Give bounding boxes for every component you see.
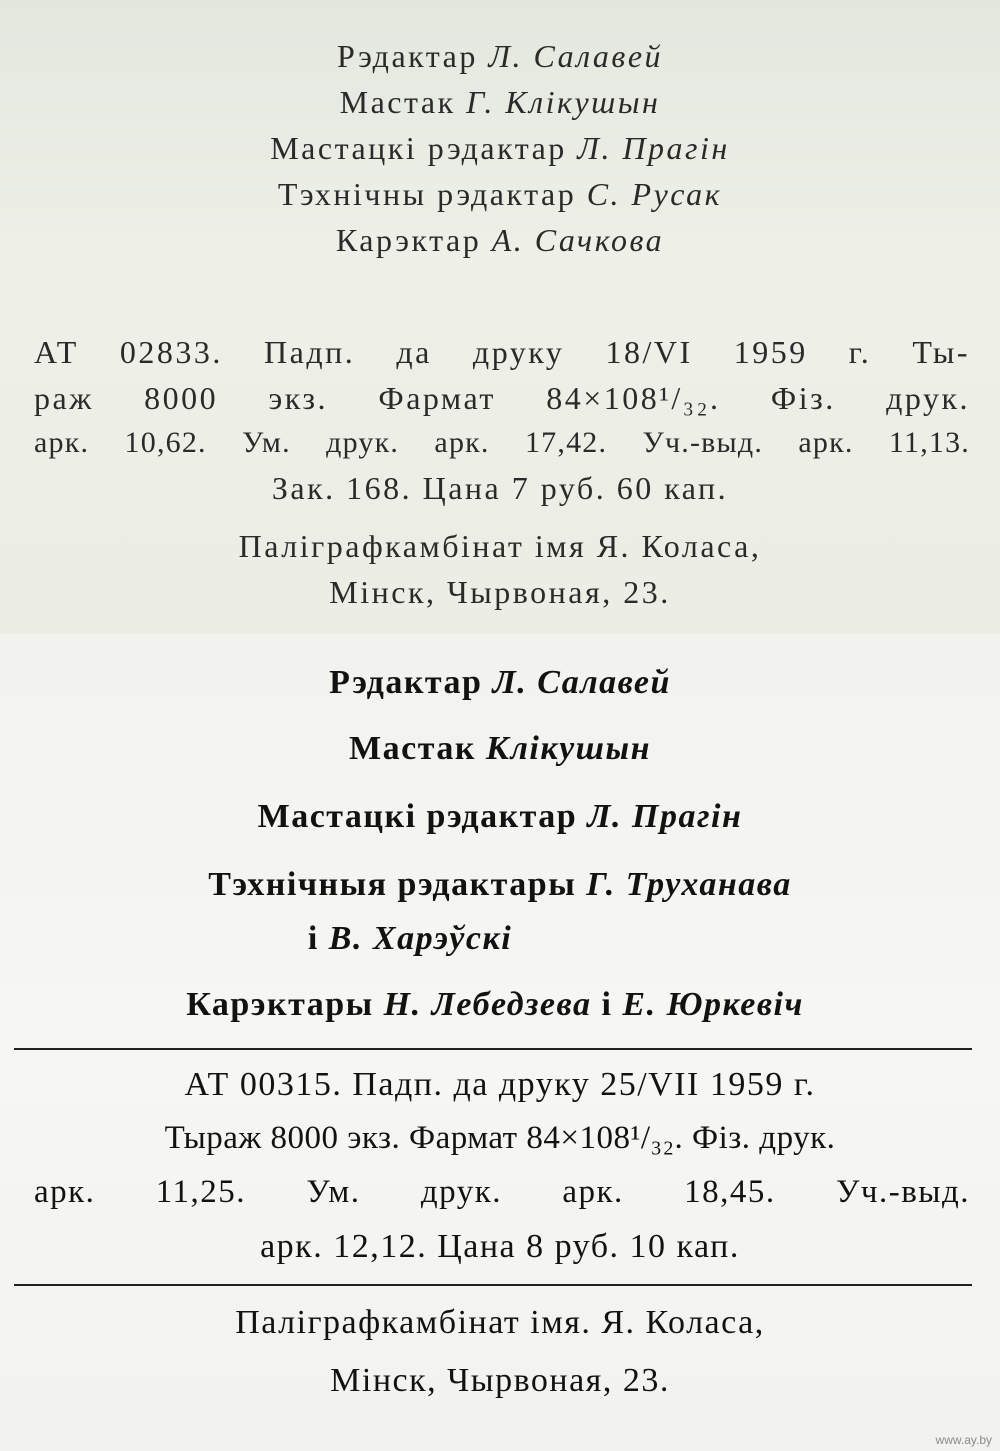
watermark: www.ay.by [935,1433,992,1447]
credit-role: Рэдактар [336,38,478,74]
credit-artist [0,84,1000,121]
credit-role: і [601,986,613,1023]
credit-role: Карэктар [335,222,482,258]
imprint-line: арк. 12,12. Цана 8 руб. 10 кап. [260,1228,740,1265]
credit-name: Л. Салавей [492,664,671,701]
bottom-colophon [0,634,1000,1451]
credit-name: Н. Лебедзева [383,986,592,1023]
credit-name: А. Сачкова [491,222,665,258]
credit-tech-editors [0,866,1000,904]
credit-proofreaders [0,986,995,1024]
printer-line: Паліграфкамбінат імя Я. Коласа, [238,528,762,564]
printer-line: Паліграфкамбінат імя. Я. Коласа, [235,1304,765,1341]
printer-line: Мінск, Чырвоная, 23. [329,574,671,610]
credit-role: Мастацкі рэдактар [270,130,567,166]
credit-name: Клікушын [485,730,651,767]
credit-role: і [307,920,319,957]
credit-tech-editor [0,176,1000,213]
credit-name: Г. Клікушын [466,84,661,120]
credit-role: Мастак [339,84,456,120]
credit-name: С. Русак [586,176,723,212]
credit-role: Тэхнічныя рэдактары [208,866,577,903]
credit-art-editor [0,798,1000,836]
imprint-line: АТ 00315. Падп. да друку 25/VII 1959 г. [184,1066,816,1103]
credit-tech-editors-2 [0,920,910,958]
credit-art-editor [0,130,1000,167]
credit-role: Рэдактар [329,664,483,701]
divider [14,1284,972,1286]
credit-editor [0,664,1000,702]
imprint-line: Тыраж 8000 экз. Фармат 84×108¹/₃₂. Фіз. друк. [164,1120,836,1156]
divider [14,1048,972,1050]
credit-role: Мастак [349,730,476,767]
credit-proofreader [0,222,1000,259]
credit-name: Л. Прагін [587,798,743,835]
imprint-line: Зак. 168. Цана 7 руб. 60 кап. [271,470,729,506]
printer-line: Мінск, Чырвоная, 23. [330,1362,670,1399]
imprint-line: арк. 10,62. Ум. друк. арк. 17,42. Уч.-выд. арк. 11,13. [34,426,970,459]
credit-artist [0,730,1000,768]
credit-name: Г. Труханава [586,866,792,903]
credit-role: Мастацкі рэдактар [257,798,578,835]
imprint-line: АТ 02833. Падп. да друку 18/VI 1959 г. Ты- [34,334,970,370]
credit-name: Л. Салавей [488,38,664,74]
credit-name: Л. Прагін [577,130,730,166]
top-colophon [0,0,1000,634]
credit-editor [0,38,1000,75]
credit-role: Тэхнічны рэдактар [277,176,577,212]
imprint-line: раж 8000 экз. Фармат 84×108¹/₃₂. Фіз. друк. [34,380,970,416]
credit-name: В. Харэўскі [328,920,513,957]
credit-role: Карэктары [186,986,374,1023]
credit-name: Е. Юркевіч [622,986,804,1023]
imprint-line: арк. 11,25. Ум. друк. арк. 18,45. Уч.-выд. [34,1174,970,1210]
